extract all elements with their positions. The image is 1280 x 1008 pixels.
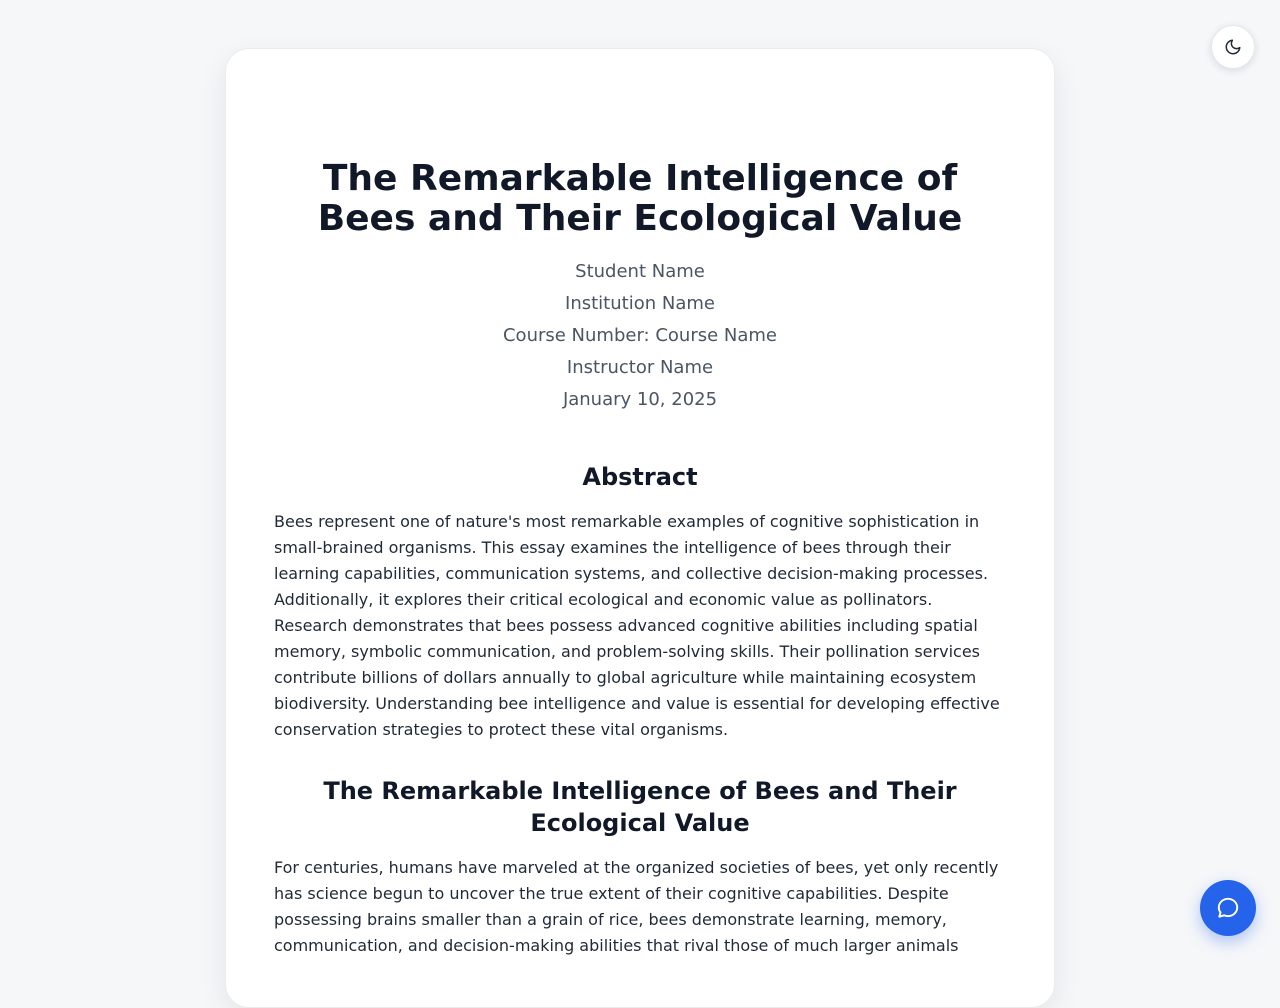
- abstract-paragraph: Bees represent one of nature's most remarkable examples of cognitive sophistication in small-brained organisms. This essay examines the intelligence of bees through their learning capabilities, communication systems, and collective decision-making processes. Additionally, it explores their critical ecological and economic value as pollinators. Research demonstrates that bees possess advanced cognitive abilities including spatial memory, symbolic communication, and problem-solving skills. Their pollination services contribute billions of dollars annually to global agriculture while maintaining ecosystem biodiversity. Understanding bee intelligence and value is essential for developing effective conservation strategies to protect these vital organisms.: [274, 512, 1000, 739]
- chat-bubble-icon: [1215, 895, 1241, 921]
- section-heading: The Remarkable Intelligence of Bees and Their Ecological Value: [323, 777, 957, 837]
- document-date: January 10, 2025: [562, 389, 718, 410]
- instructor-name: Instructor Name: [566, 357, 714, 378]
- course-name: Course Number: Course Name: [502, 325, 777, 346]
- document-title: The Remarkable Intelligence of Bees and Their Ecological Value: [317, 158, 963, 239]
- student-name: Student Name: [575, 261, 705, 282]
- document-page: [225, 48, 1055, 1008]
- moon-icon: [1224, 38, 1242, 56]
- institution-name: Institution Name: [565, 293, 715, 314]
- theme-toggle-button[interactable]: [1211, 25, 1255, 69]
- title-page-meta: [274, 256, 1006, 416]
- chat-button[interactable]: [1200, 880, 1256, 936]
- abstract-heading: Abstract: [582, 463, 698, 491]
- section-paragraph: For centuries, humans have marveled at the organized societies of bees, yet only recently has science begun to uncover the true extent of their cognitive capabilities. Despite possessing brains smaller than a grain of rice, bees demonstrate learning, memory, communication, and decision-making abilities that rival those of much larger animals: [274, 858, 999, 955]
